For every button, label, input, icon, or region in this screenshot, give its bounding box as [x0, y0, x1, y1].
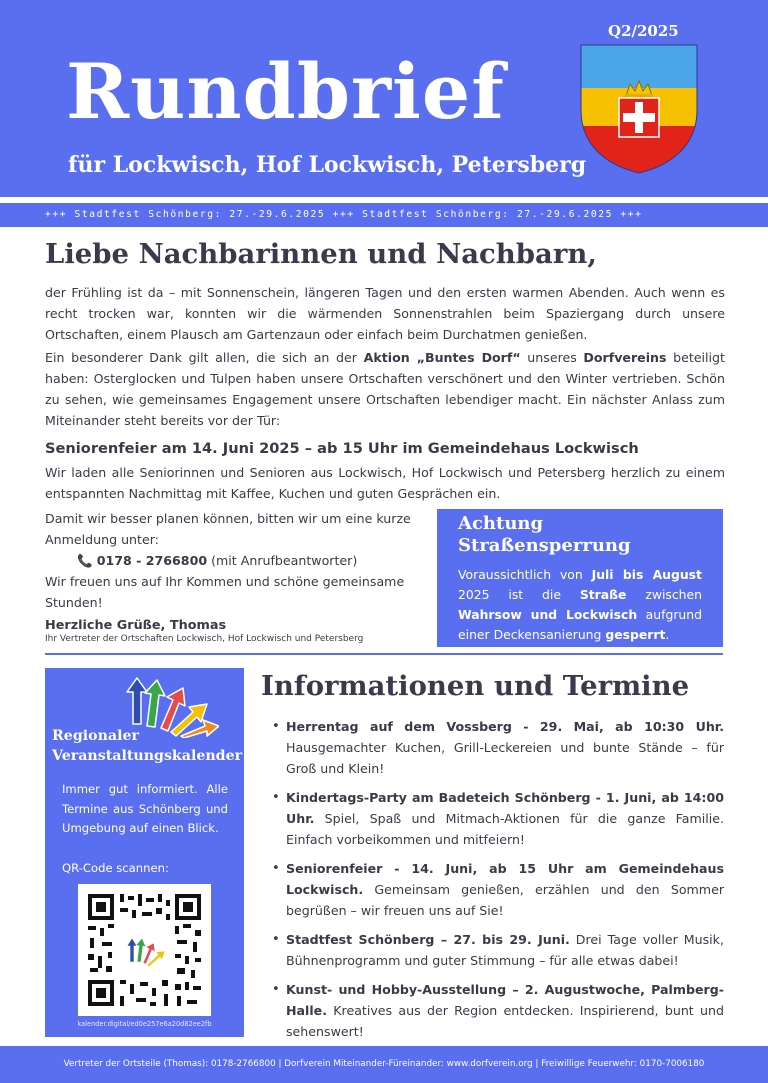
- phone-note: (mit Anrufbeantworter): [207, 553, 358, 568]
- event-title: Kunst- und Hobby-Ausstellung – 2. Augustwoche, Palmberg-Halle.: [286, 982, 724, 1018]
- newsletter-subtitle: für Lockwisch, Hof Lockwisch, Petersberg: [68, 152, 587, 178]
- qr-code-icon[interactable]: [78, 884, 211, 1016]
- registration-text: Damit wir besser planen können, bitten wir um eine kurze Anmeldung unter:: [45, 511, 411, 547]
- intro-paragraph: der Frühling ist da – mit Sonnenschein, längeren Tagen und den ersten warmen Abenden. Auch wenn es recht trocken war, konnten wir die wärmenden Sonnenstrahlen beim Spaziergang durch unsere Ortschaften, einem Plausch am Gartenzaun oder einfach beim Durchatmen genießen.: [45, 285, 725, 342]
- event-heading: Seniorenfeier am 14. Juni 2025 – ab 15 Uhr im Gemeindehaus Lockwisch: [45, 440, 639, 457]
- thanks-text: Ein besonderer Dank gilt allen, die sich an der: [45, 350, 364, 365]
- info-heading: Informationen und Termine: [261, 670, 690, 702]
- event-title: Kindertags-Party am Badeteich Schönberg - 1. Juni, ab 14:00 Uhr.: [286, 790, 724, 826]
- signature: Herzliche Grüße, Thomas: [45, 618, 227, 633]
- registration-block: [45, 508, 425, 613]
- notice-period: Juli bis August: [591, 567, 702, 582]
- list-item: [270, 858, 724, 921]
- event-details: Hausgemachter Kuchen, Grill-Leckereien und bunte Stände – für Groß und Klein!: [286, 740, 724, 776]
- club-name: Dorfvereins: [583, 350, 667, 365]
- event-title: Seniorenfeier - 14. Juni, ab 15 Uhr am Gemeindehaus Lockwisch.: [286, 861, 724, 897]
- coat-of-arms-icon: [580, 44, 698, 174]
- notice-text: [458, 565, 702, 645]
- notice-text-part: zwischen: [626, 587, 702, 602]
- event-calendar-box: [45, 668, 244, 1037]
- notice-text-part: Voraussichtlich von: [458, 567, 592, 582]
- calendar-url[interactable]: kalender.digital/ed0e257e6a20d82ee2fb: [77, 1020, 212, 1028]
- qr-instruction: QR-Code scannen:: [62, 861, 169, 875]
- greeting-heading: Liebe Nachbarinnen und Nachbarn,: [45, 238, 597, 270]
- event-details: Gemeinsam genießen, erzählen und den Sommer begrüßen – wir freuen uns auf Sie!: [286, 882, 724, 918]
- signature-subtitle: Ihr Vertreter der Ortschaften Lockwisch, Hof Lockwisch und Petersberg: [45, 634, 364, 644]
- calendar-title: [52, 726, 242, 766]
- closing-text: Wir freuen uns auf Ihr Kommen und schöne gemeinsame Stunden!: [45, 574, 405, 610]
- notice-text-part: aufgrund einer Deckensanierung: [458, 607, 702, 642]
- header-banner: [0, 0, 768, 197]
- list-item: [270, 979, 724, 1042]
- list-item: [270, 716, 724, 779]
- phone-number: 0178 - 2766800: [96, 553, 208, 568]
- event-list: [270, 716, 724, 1050]
- newsletter-title: Rundbrief: [66, 47, 505, 136]
- list-item: [270, 929, 724, 971]
- notice-road: Straße: [579, 587, 627, 602]
- event-details: Spiel, Spaß und Mitmach-Aktionen für die ganze Familie. Einfach vorbeikommen und mitfeiern!: [286, 811, 724, 847]
- notice-title-line: Straßensperrung: [458, 535, 631, 556]
- notice-route: Wahrsow und Lockwisch: [458, 607, 638, 622]
- thanks-paragraph: [45, 347, 725, 431]
- thanks-text: beteiligt haben: Osterglocken und Tulpen haben unsere Ortschaften verschönert und den Winter vertrieben. Schön zu sehen, wie gemeinsames Engagement unsere Ortschaften lebendiger macht. Ein nächster Anlass zum Miteinander steht bereits vor der Tür:: [45, 350, 725, 428]
- phone-icon: 📞: [77, 553, 93, 568]
- section-divider: [45, 653, 723, 655]
- notice-status: gesperrt: [605, 627, 666, 642]
- issue-label: Q2/2025: [608, 22, 679, 40]
- calendar-description: Immer gut informiert. Alle Termine aus Schönberg und Umgebung auf einen Blick.: [62, 782, 228, 835]
- phone-line[interactable]: [45, 550, 425, 571]
- event-details: Drei Tage voller Musik, Bühnenprogramm und guter Stimmung – für alle etwas dabei!: [286, 932, 724, 968]
- news-ticker: +++ Stadtfest Schönberg: 27.-29.6.2025 +++ Stadtfest Schönberg: 27.-29.6.2025 +++: [0, 203, 768, 227]
- list-item: [270, 787, 724, 850]
- campaign-name: Aktion „Buntes Dorf“: [363, 350, 521, 365]
- thanks-text: unseres: [520, 350, 584, 365]
- event-title: Herrentag auf dem Vossberg - 29. Mai, ab 10:30 Uhr.: [286, 719, 724, 734]
- calendar-title-line: Veranstaltungskalender: [52, 748, 243, 764]
- notice-text-part: .: [665, 627, 670, 642]
- notice-title-line: Achtung: [458, 513, 544, 534]
- road-closure-notice: [437, 509, 723, 647]
- notice-title: [458, 513, 702, 557]
- notice-text-part: 2025 ist die: [458, 587, 580, 602]
- event-description: Wir laden alle Seniorinnen und Senioren aus Lockwisch, Hof Lockwisch und Petersberg herzlich zu einem entspannten Nachmittag mit Kaffee, Kuchen und guten Gesprächen ein.: [45, 465, 725, 501]
- event-title: Stadtfest Schönberg – 27. bis 29. Juni.: [286, 932, 570, 947]
- calendar-title-line: Regionaler: [52, 728, 139, 744]
- event-details: Kreatives aus der Region entdecken. Inspirierend, bunt und sehenswert!: [286, 1003, 724, 1039]
- contact-footer: Vertreter der Ortsteile (Thomas): 0178-2766800 | Dorfverein Miteinander-Füreinander: www.dorfverein.org | Freiwillige Feuerwehr: 0170-7006180: [0, 1046, 768, 1083]
